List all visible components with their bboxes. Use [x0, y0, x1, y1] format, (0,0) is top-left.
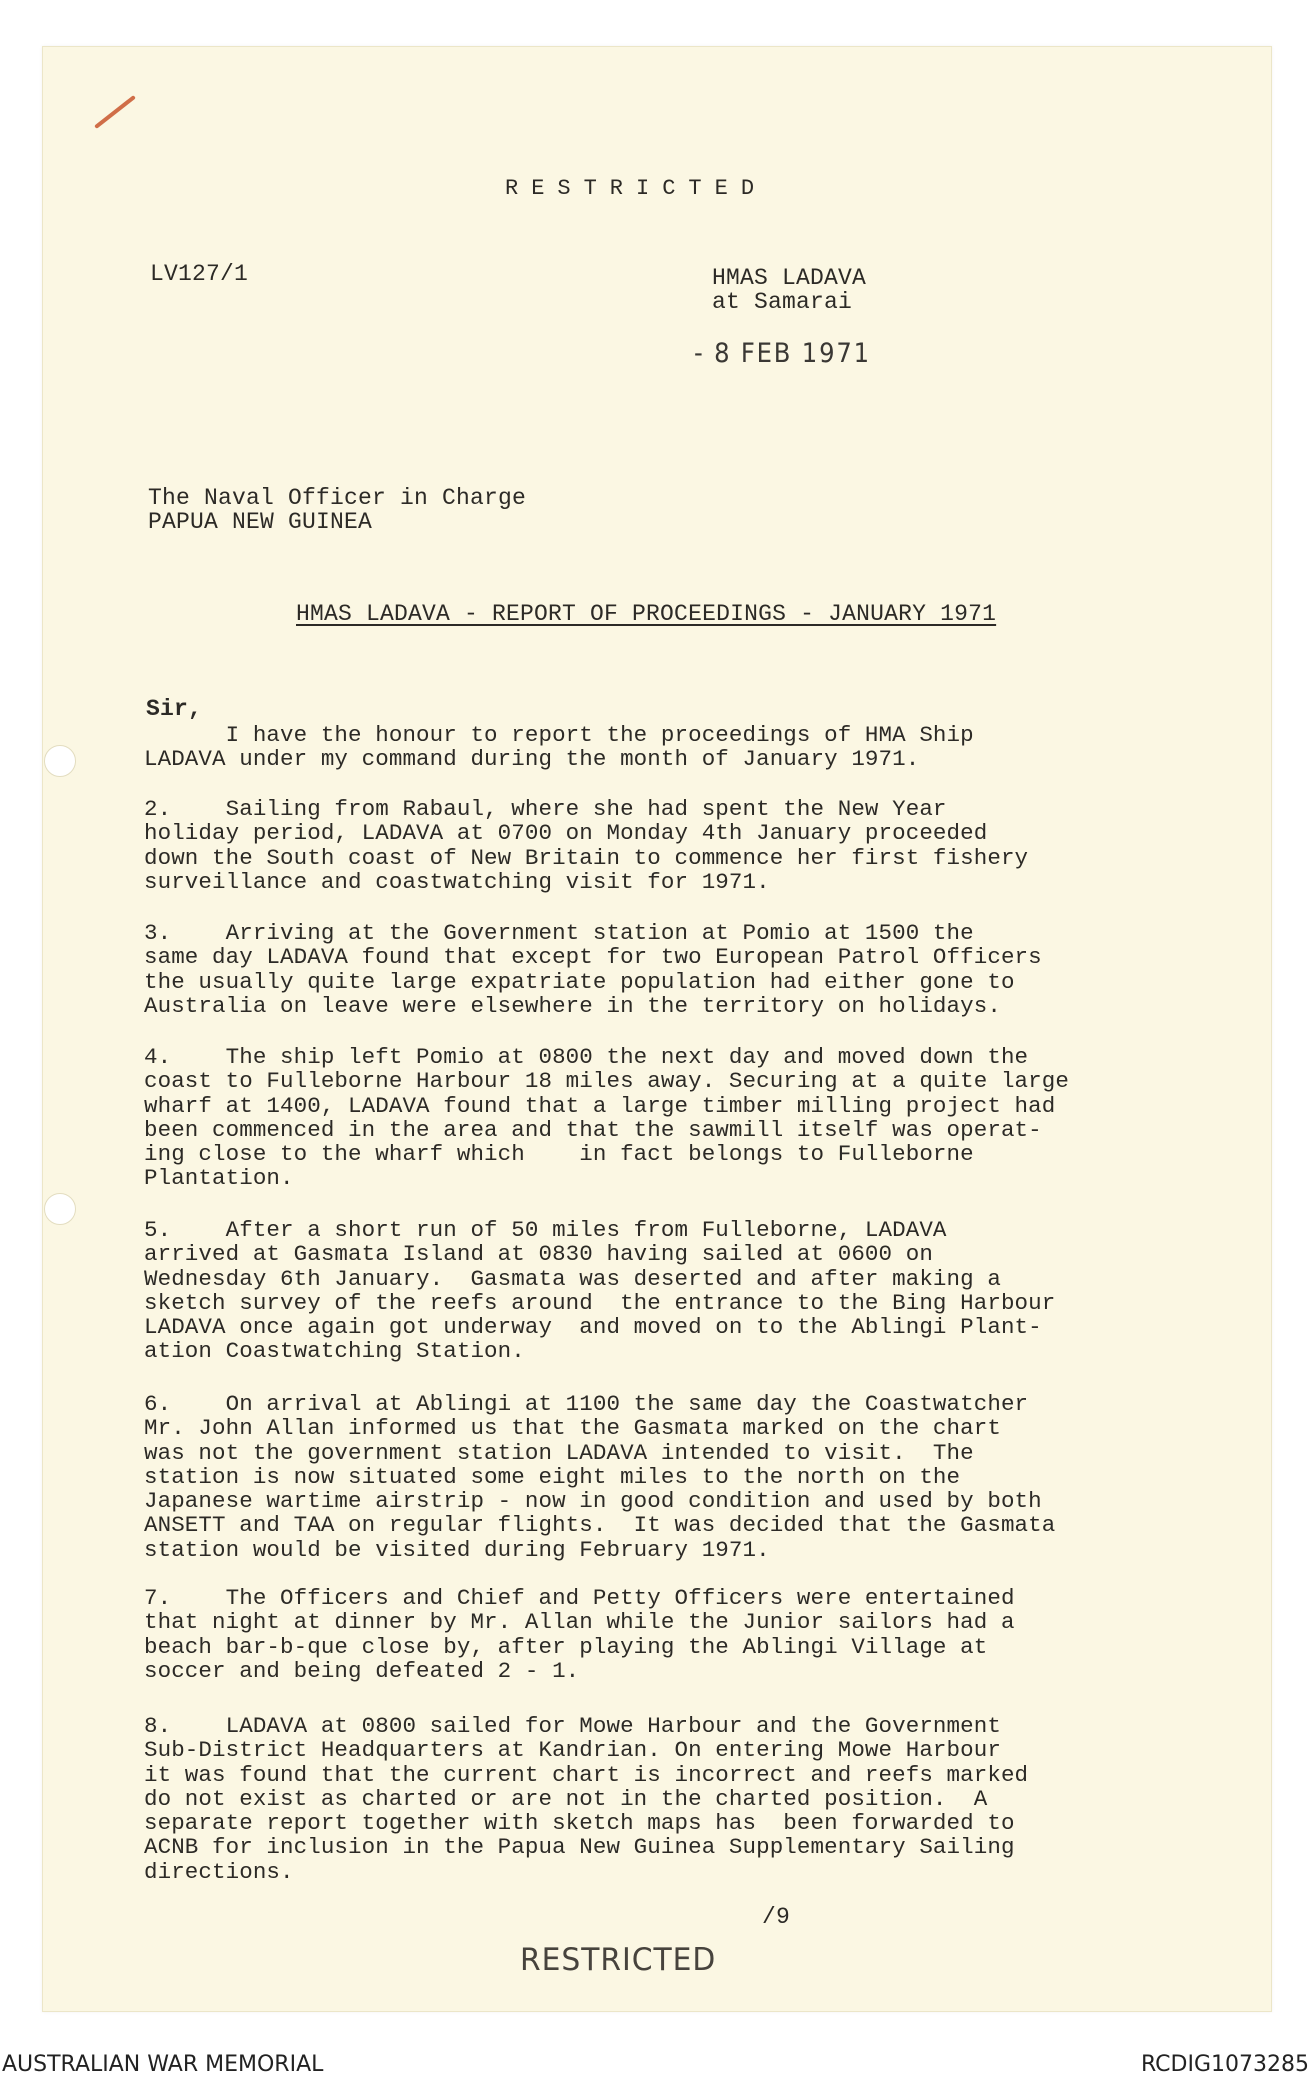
classification-top: RESTRICTED: [505, 176, 768, 201]
paragraph-line: Wednesday 6th January. Gasmata was deserted and after making a: [144, 1265, 1001, 1292]
paragraph-line: it was found that the current chart is incorrect and reefs marked: [144, 1761, 1029, 1788]
paragraph-line: 6. On arrival at Ablingi at 1100 the same day the Coastwatcher: [144, 1391, 1029, 1417]
paragraph-line: LADAVA under my command during the month of January 1971.: [144, 746, 920, 773]
paragraph-line: same day LADAVA found that except for two European Patrol Officers: [144, 944, 1042, 971]
paragraph-line: Mr. John Allan informed us that the Gasmata marked on the chart: [144, 1415, 1001, 1442]
ship-name: HMAS LADAVA: [712, 265, 867, 291]
paragraph-line: surveillance and coastwatching visit for 1971.: [144, 868, 770, 895]
paragraph-line: wharf at 1400, LADAVA found that a large timber milling project had: [144, 1092, 1056, 1119]
paragraph-line: sketch survey of the reefs around the entrance to the Bing Harbour: [144, 1289, 1056, 1316]
footer-archive: AUSTRALIAN WAR MEMORIAL: [2, 2052, 324, 2077]
addressee-line-1: The Naval Officer in Charge: [148, 485, 527, 511]
paragraph-line: 3. Arriving at the Government station at Pomio at 1500 the: [144, 920, 974, 946]
paragraph-line: Sub-District Headquarters at Kandrian. On entering Mowe Harbour: [144, 1737, 1001, 1764]
paragraph-line: LADAVA once again got underway and moved on to the Ablingi Plant-: [144, 1314, 1042, 1341]
addressee-line-2: PAPUA NEW GUINEA: [148, 509, 373, 535]
punch-hole: [44, 745, 76, 777]
reference-number: LV127/1: [150, 261, 249, 287]
report-paragraph: [144, 1045, 1069, 1191]
paragraph-line: soccer and being defeated 2 - 1.: [144, 1657, 580, 1684]
paragraph-line: was not the government station LADAVA intended to visit. The: [144, 1439, 974, 1466]
paragraph-line: that night at dinner by Mr. Allan while the Junior sailors had a: [144, 1609, 1015, 1636]
paragraph-line: 8. LADAVA at 0800 sailed for Mowe Harbour and the Government: [144, 1713, 1001, 1739]
paragraph-line: down the South coast of New Britain to commence her first fishery: [144, 844, 1029, 871]
report-paragraph: [144, 1586, 1015, 1683]
report-paragraph: [144, 1392, 1055, 1562]
paragraph-line: I have the honour to report the proceedings of HMA Ship: [144, 722, 974, 748]
paragraph-line: station would be visited during February 1971.: [144, 1536, 770, 1563]
paragraph-line: 7. The Officers and Chief and Petty Officers were entertained: [144, 1585, 1015, 1611]
page-marker: /9: [762, 1904, 791, 1930]
report-paragraph: [144, 921, 1042, 1018]
date-stamp: - 8 FEB 1971: [694, 338, 871, 369]
report-paragraph: [144, 723, 974, 772]
paragraph-line: directions.: [144, 1858, 294, 1885]
paragraph-line: coast to Fulleborne Harbour 18 miles away. Securing at a quite large: [144, 1068, 1069, 1095]
paragraph-line: beach bar-b-que close by, after playing the Ablingi Village at: [144, 1633, 988, 1660]
paragraph-line: ing close to the wharf which in fact belongs to Fulleborne: [144, 1141, 974, 1168]
paragraph-line: 5. After a short run of 50 miles from Fulleborne, LADAVA: [144, 1217, 947, 1243]
paragraph-line: separate report together with sketch maps has been forwarded to: [144, 1810, 1015, 1837]
paragraph-line: holiday period, LADAVA at 0700 on Monday 4th January proceeded: [144, 820, 988, 847]
paragraph-line: 4. The ship left Pomio at 0800 the next day and moved down the: [144, 1044, 1029, 1070]
punch-hole: [44, 1193, 76, 1225]
subject-line: HMAS LADAVA - REPORT OF PROCEEDINGS - JANUARY 1971: [296, 601, 997, 627]
report-paragraph: [144, 797, 1028, 894]
paragraph-line: Australia on leave were elsewhere in the territory on holidays.: [144, 992, 1001, 1019]
paragraph-line: ANSETT and TAA on regular flights. It was decided that the Gasmata: [144, 1512, 1056, 1539]
paragraph-line: 2. Sailing from Rabaul, where she had spent the New Year: [144, 796, 947, 822]
paragraph-line: Japanese wartime airstrip - now in good condition and used by both: [144, 1488, 1042, 1515]
paragraph-line: ACNB for inclusion in the Papua New Guinea Supplementary Sailing: [144, 1834, 1015, 1861]
paragraph-line: the usually quite large expatriate population had either gone to: [144, 968, 1015, 995]
paragraph-line: do not exist as charted or are not in the charted position. A: [144, 1785, 988, 1812]
paragraph-line: been commenced in the area and that the sawmill itself was operat-: [144, 1116, 1042, 1143]
salutation: Sir,: [146, 696, 203, 722]
ship-location: at Samarai: [712, 289, 853, 315]
footer-record-id: RCDIG1073285: [1140, 2052, 1309, 2077]
paragraph-line: station is now situated some eight miles to the north on the: [144, 1463, 961, 1490]
classification-bottom-stamp: RESTRICTED: [520, 1942, 717, 1978]
report-paragraph: [144, 1714, 1028, 1884]
paragraph-line: arrived at Gasmata Island at 0830 having sailed at 0600 on: [144, 1241, 933, 1268]
paragraph-line: Plantation.: [144, 1165, 294, 1192]
paragraph-line: ation Coastwatching Station.: [144, 1338, 525, 1365]
report-paragraph: [144, 1218, 1055, 1364]
